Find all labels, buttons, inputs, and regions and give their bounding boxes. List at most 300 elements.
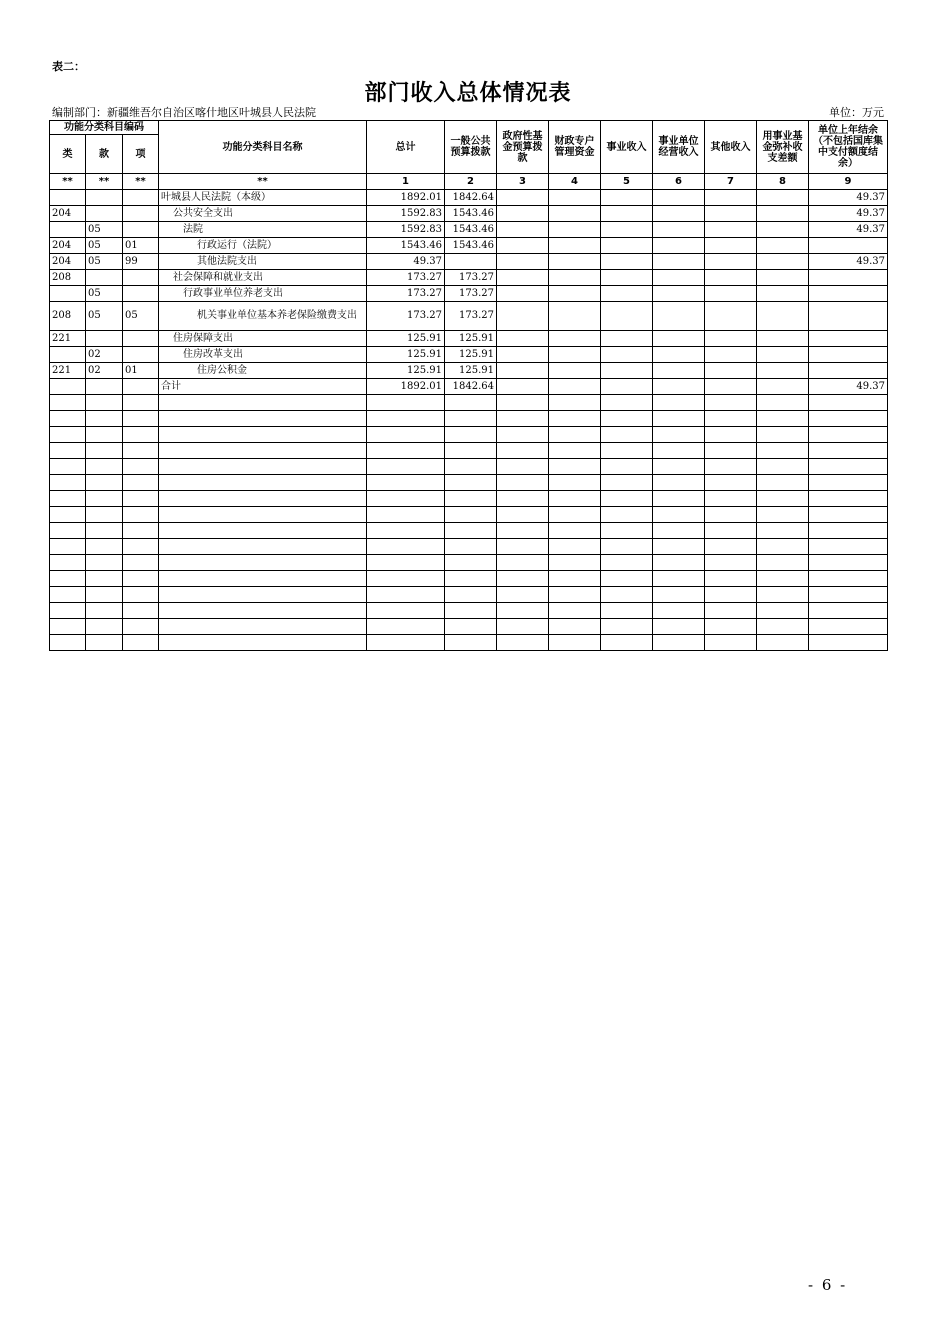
empty-cell	[497, 587, 549, 603]
empty-cell	[50, 587, 86, 603]
empty-cell	[445, 571, 497, 587]
empty-cell	[86, 491, 123, 507]
empty-cell	[809, 507, 888, 523]
empty-cell	[123, 555, 159, 571]
empty-cell	[86, 443, 123, 459]
empty-row	[50, 443, 888, 459]
empty-cell	[809, 635, 888, 651]
total-cell: 173.27	[367, 270, 445, 286]
index-cell: 5	[601, 174, 653, 190]
empty-cell	[159, 507, 367, 523]
empty-cell	[809, 539, 888, 555]
empty-cell	[159, 571, 367, 587]
empty-cell	[50, 555, 86, 571]
empty-cell	[653, 459, 705, 475]
business-unit-income-cell	[653, 222, 705, 238]
code-lei-cell: 204	[50, 254, 86, 270]
general-budget-cell: 173.27	[445, 286, 497, 302]
code-xiang-cell: 01	[123, 363, 159, 379]
empty-cell	[705, 539, 757, 555]
empty-cell	[809, 411, 888, 427]
total-cell: 49.37	[367, 254, 445, 270]
empty-cell	[653, 619, 705, 635]
last-year-balance-cell: 49.37	[809, 206, 888, 222]
empty-cell	[705, 603, 757, 619]
fiscal-account-cell	[549, 379, 601, 395]
business-unit-income-cell	[653, 347, 705, 363]
empty-cell	[86, 571, 123, 587]
empty-cell	[159, 427, 367, 443]
total-cell: 1892.01	[367, 379, 445, 395]
empty-cell	[757, 571, 809, 587]
empty-cell	[809, 459, 888, 475]
empty-row	[50, 635, 888, 651]
fiscal-account-cell	[549, 254, 601, 270]
header-last-year: 单位上年结余（不包括国库集中支付额度结余）	[809, 121, 888, 174]
last-year-balance-cell	[809, 238, 888, 254]
empty-cell	[445, 523, 497, 539]
table-row	[50, 363, 888, 379]
empty-cell	[497, 603, 549, 619]
empty-cell	[123, 571, 159, 587]
empty-cell	[159, 619, 367, 635]
fund-supplement-cell	[757, 302, 809, 331]
empty-cell	[757, 459, 809, 475]
empty-cell	[367, 571, 445, 587]
empty-cell	[809, 571, 888, 587]
empty-cell	[497, 443, 549, 459]
table-row	[50, 206, 888, 222]
empty-cell	[445, 539, 497, 555]
general-budget-cell: 1543.46	[445, 238, 497, 254]
empty-cell	[367, 443, 445, 459]
empty-cell	[757, 443, 809, 459]
empty-cell	[445, 587, 497, 603]
code-xiang-cell	[123, 206, 159, 222]
empty-cell	[653, 507, 705, 523]
empty-cell	[601, 539, 653, 555]
empty-cell	[705, 491, 757, 507]
code-kuan-cell: 05	[86, 222, 123, 238]
empty-cell	[159, 603, 367, 619]
empty-cell	[705, 619, 757, 635]
empty-cell	[601, 507, 653, 523]
empty-cell	[809, 395, 888, 411]
gov-fund-cell	[497, 254, 549, 270]
table-row	[50, 302, 888, 331]
empty-cell	[445, 619, 497, 635]
empty-cell	[123, 539, 159, 555]
empty-cell	[809, 603, 888, 619]
empty-cell	[50, 523, 86, 539]
code-lei-cell: 208	[50, 302, 86, 331]
gov-fund-cell	[497, 270, 549, 286]
gov-fund-cell	[497, 190, 549, 206]
total-cell: 1543.46	[367, 238, 445, 254]
empty-row	[50, 395, 888, 411]
empty-cell	[705, 475, 757, 491]
index-cell: **	[159, 174, 367, 190]
empty-cell	[50, 459, 86, 475]
empty-cell	[757, 507, 809, 523]
business-unit-income-cell	[653, 206, 705, 222]
subject-name-cell: 其他法院支出	[159, 254, 367, 270]
code-xiang-cell: 99	[123, 254, 159, 270]
fiscal-account-cell	[549, 238, 601, 254]
business-income-cell	[601, 238, 653, 254]
empty-cell	[705, 427, 757, 443]
code-lei-cell	[50, 347, 86, 363]
code-lei-cell	[50, 222, 86, 238]
gov-fund-cell	[497, 302, 549, 331]
fund-supplement-cell	[757, 270, 809, 286]
fiscal-account-cell	[549, 206, 601, 222]
table-row	[50, 222, 888, 238]
empty-cell	[86, 539, 123, 555]
empty-cell	[367, 603, 445, 619]
table-row	[50, 238, 888, 254]
empty-cell	[757, 587, 809, 603]
index-cell: 9	[809, 174, 888, 190]
code-kuan-cell	[86, 331, 123, 347]
empty-cell	[705, 459, 757, 475]
empty-cell	[50, 635, 86, 651]
empty-cell	[757, 523, 809, 539]
fiscal-account-cell	[549, 363, 601, 379]
code-lei-cell	[50, 286, 86, 302]
empty-cell	[497, 459, 549, 475]
empty-cell	[86, 587, 123, 603]
subject-name-cell: 法院	[159, 222, 367, 238]
empty-row	[50, 555, 888, 571]
last-year-balance-cell	[809, 331, 888, 347]
fiscal-account-cell	[549, 286, 601, 302]
empty-cell	[497, 635, 549, 651]
subject-name-cell: 住房保障支出	[159, 331, 367, 347]
total-cell: 1592.83	[367, 206, 445, 222]
empty-cell	[86, 635, 123, 651]
business-unit-income-cell	[653, 379, 705, 395]
empty-cell	[549, 555, 601, 571]
last-year-balance-cell	[809, 270, 888, 286]
business-unit-income-cell	[653, 363, 705, 379]
other-income-cell	[705, 206, 757, 222]
empty-cell	[123, 427, 159, 443]
empty-cell	[159, 475, 367, 491]
empty-cell	[757, 603, 809, 619]
empty-cell	[549, 395, 601, 411]
other-income-cell	[705, 331, 757, 347]
empty-cell	[653, 411, 705, 427]
empty-cell	[86, 523, 123, 539]
empty-cell	[445, 507, 497, 523]
last-year-balance-cell: 49.37	[809, 379, 888, 395]
fiscal-account-cell	[549, 190, 601, 206]
index-cell: **	[50, 174, 86, 190]
code-xiang-cell: 01	[123, 238, 159, 254]
empty-cell	[445, 411, 497, 427]
index-cell: 2	[445, 174, 497, 190]
empty-row	[50, 571, 888, 587]
empty-cell	[50, 603, 86, 619]
subject-name-cell: 行政事业单位养老支出	[159, 286, 367, 302]
empty-cell	[549, 443, 601, 459]
empty-row	[50, 619, 888, 635]
gov-fund-cell	[497, 363, 549, 379]
fund-supplement-cell	[757, 254, 809, 270]
header-fund-supplement: 用事业基金弥补收支差额	[757, 121, 809, 174]
empty-cell	[86, 619, 123, 635]
empty-cell	[86, 555, 123, 571]
general-budget-cell: 1842.64	[445, 190, 497, 206]
index-cell: 3	[497, 174, 549, 190]
empty-cell	[757, 475, 809, 491]
empty-cell	[705, 395, 757, 411]
empty-cell	[653, 555, 705, 571]
empty-cell	[601, 491, 653, 507]
header-lei: 类	[50, 135, 86, 174]
empty-cell	[653, 523, 705, 539]
empty-cell	[757, 427, 809, 443]
page-number: - 6 -	[808, 1276, 848, 1294]
empty-cell	[123, 587, 159, 603]
empty-cell	[86, 459, 123, 475]
code-xiang-cell	[123, 347, 159, 363]
empty-cell	[367, 523, 445, 539]
empty-row	[50, 587, 888, 603]
general-budget-cell: 1543.46	[445, 206, 497, 222]
general-budget-cell: 1543.46	[445, 222, 497, 238]
empty-cell	[705, 555, 757, 571]
total-cell: 173.27	[367, 286, 445, 302]
empty-cell	[50, 619, 86, 635]
total-cell: 125.91	[367, 363, 445, 379]
empty-cell	[549, 475, 601, 491]
header-other: 其他收入	[705, 121, 757, 174]
empty-cell	[653, 587, 705, 603]
empty-cell	[50, 491, 86, 507]
empty-cell	[601, 619, 653, 635]
code-xiang-cell: 05	[123, 302, 159, 331]
fund-supplement-cell	[757, 331, 809, 347]
business-income-cell	[601, 190, 653, 206]
gov-fund-cell	[497, 286, 549, 302]
empty-cell	[601, 603, 653, 619]
empty-cell	[705, 507, 757, 523]
business-unit-income-cell	[653, 331, 705, 347]
empty-cell	[653, 475, 705, 491]
empty-cell	[159, 459, 367, 475]
empty-cell	[123, 491, 159, 507]
empty-cell	[549, 427, 601, 443]
subject-name-cell: 叶城县人民法院（本级）	[159, 190, 367, 206]
empty-cell	[367, 395, 445, 411]
header-total: 总计	[367, 121, 445, 174]
empty-cell	[705, 571, 757, 587]
last-year-balance-cell	[809, 363, 888, 379]
general-budget-cell: 125.91	[445, 331, 497, 347]
empty-cell	[445, 491, 497, 507]
table-row	[50, 190, 888, 206]
total-cell: 125.91	[367, 331, 445, 347]
total-cell: 1892.01	[367, 190, 445, 206]
empty-cell	[497, 427, 549, 443]
empty-cell	[601, 427, 653, 443]
last-year-balance-cell	[809, 302, 888, 331]
header-business-unit: 事业单位经营收入	[653, 121, 705, 174]
empty-cell	[497, 523, 549, 539]
empty-row	[50, 427, 888, 443]
empty-cell	[601, 475, 653, 491]
business-unit-income-cell	[653, 254, 705, 270]
empty-cell	[653, 635, 705, 651]
other-income-cell	[705, 190, 757, 206]
fund-supplement-cell	[757, 238, 809, 254]
empty-row	[50, 507, 888, 523]
empty-cell	[159, 491, 367, 507]
empty-cell	[123, 443, 159, 459]
table-row	[50, 331, 888, 347]
empty-cell	[123, 395, 159, 411]
empty-cell	[757, 539, 809, 555]
empty-cell	[497, 475, 549, 491]
empty-cell	[497, 395, 549, 411]
fiscal-account-cell	[549, 302, 601, 331]
empty-cell	[653, 603, 705, 619]
empty-cell	[367, 459, 445, 475]
index-cell: **	[86, 174, 123, 190]
empty-cell	[497, 619, 549, 635]
empty-cell	[123, 507, 159, 523]
empty-cell	[653, 571, 705, 587]
last-year-balance-cell	[809, 347, 888, 363]
empty-cell	[50, 427, 86, 443]
code-kuan-cell: 05	[86, 238, 123, 254]
empty-cell	[809, 491, 888, 507]
empty-cell	[50, 571, 86, 587]
other-income-cell	[705, 363, 757, 379]
last-year-balance-cell: 49.37	[809, 190, 888, 206]
empty-cell	[123, 635, 159, 651]
empty-cell	[445, 603, 497, 619]
empty-cell	[757, 411, 809, 427]
department-label: 编制部门：新疆维吾尔自治区喀什地区叶城县人民法院	[52, 106, 316, 119]
subject-name-cell: 合计	[159, 379, 367, 395]
empty-cell	[367, 507, 445, 523]
empty-row	[50, 491, 888, 507]
code-kuan-cell	[86, 379, 123, 395]
fund-supplement-cell	[757, 190, 809, 206]
empty-cell	[757, 635, 809, 651]
business-unit-income-cell	[653, 286, 705, 302]
business-unit-income-cell	[653, 238, 705, 254]
empty-cell	[50, 411, 86, 427]
business-income-cell	[601, 363, 653, 379]
header-kuan: 款	[86, 135, 123, 174]
unit-label: 单位：万元	[829, 106, 884, 119]
empty-cell	[757, 619, 809, 635]
empty-cell	[445, 395, 497, 411]
table-row	[50, 347, 888, 363]
empty-cell	[123, 459, 159, 475]
other-income-cell	[705, 222, 757, 238]
business-income-cell	[601, 347, 653, 363]
empty-cell	[705, 635, 757, 651]
empty-cell	[123, 475, 159, 491]
empty-cell	[50, 507, 86, 523]
empty-cell	[367, 427, 445, 443]
empty-cell	[445, 555, 497, 571]
table-row	[50, 270, 888, 286]
other-income-cell	[705, 302, 757, 331]
empty-row	[50, 539, 888, 555]
empty-cell	[367, 475, 445, 491]
empty-cell	[159, 395, 367, 411]
empty-row	[50, 603, 888, 619]
fund-supplement-cell	[757, 222, 809, 238]
fund-supplement-cell	[757, 286, 809, 302]
empty-cell	[50, 475, 86, 491]
last-year-balance-cell: 49.37	[809, 222, 888, 238]
code-lei-cell	[50, 190, 86, 206]
gov-fund-cell	[497, 206, 549, 222]
empty-cell	[601, 555, 653, 571]
empty-cell	[549, 539, 601, 555]
empty-cell	[549, 523, 601, 539]
empty-cell	[809, 587, 888, 603]
subject-name-cell: 行政运行（法院）	[159, 238, 367, 254]
subject-name-cell: 住房改革支出	[159, 347, 367, 363]
code-kuan-cell	[86, 206, 123, 222]
empty-cell	[497, 539, 549, 555]
table-row	[50, 286, 888, 302]
empty-cell	[367, 491, 445, 507]
index-row	[50, 174, 888, 190]
income-table	[49, 120, 888, 651]
empty-cell	[50, 539, 86, 555]
empty-cell	[86, 395, 123, 411]
general-budget-cell: 173.27	[445, 302, 497, 331]
code-xiang-cell	[123, 286, 159, 302]
index-cell: 4	[549, 174, 601, 190]
subject-name-cell: 公共安全支出	[159, 206, 367, 222]
code-xiang-cell	[123, 270, 159, 286]
code-kuan-cell: 02	[86, 347, 123, 363]
business-unit-income-cell	[653, 190, 705, 206]
empty-cell	[809, 619, 888, 635]
business-income-cell	[601, 331, 653, 347]
code-xiang-cell	[123, 331, 159, 347]
empty-cell	[367, 619, 445, 635]
empty-cell	[367, 411, 445, 427]
empty-cell	[159, 635, 367, 651]
last-year-balance-cell: 49.37	[809, 254, 888, 270]
general-budget-cell	[445, 254, 497, 270]
gov-fund-cell	[497, 222, 549, 238]
empty-cell	[86, 411, 123, 427]
empty-cell	[497, 571, 549, 587]
empty-cell	[601, 411, 653, 427]
total-cell: 125.91	[367, 347, 445, 363]
empty-cell	[549, 459, 601, 475]
empty-cell	[549, 507, 601, 523]
gov-fund-cell	[497, 331, 549, 347]
code-lei-cell: 204	[50, 238, 86, 254]
code-lei-cell: 221	[50, 331, 86, 347]
empty-cell	[445, 475, 497, 491]
empty-cell	[705, 587, 757, 603]
subject-name-cell: 社会保障和就业支出	[159, 270, 367, 286]
